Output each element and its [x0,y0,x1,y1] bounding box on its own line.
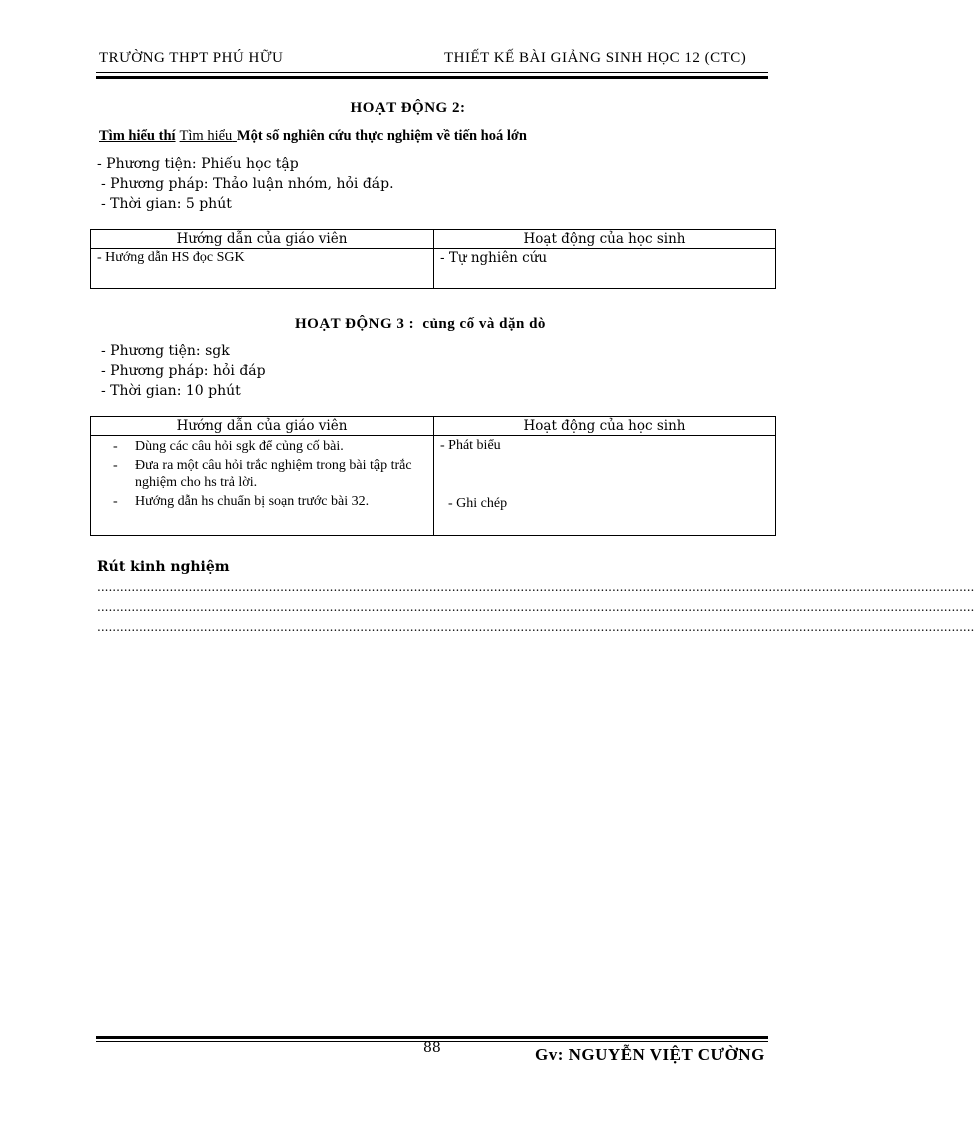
student-note: - Ghi chép [448,496,508,511]
header-course: THIẾT KẾ BÀI GIẢNG SINH HỌC 12 (CTC) [444,50,747,66]
subtitle-prefix: Tìm hiểu thí [99,128,176,144]
footer-author: Gv: NGUYỄN VIỆT CƯỜNG [535,1045,765,1064]
footer-rule-thick [96,1036,768,1039]
activity3-title-main: HOẠT ĐỘNG 3 : [295,316,415,332]
list-item: - Hướng dẫn hs chuẩn bị soạn trước bài 32. [91,493,427,510]
subtitle-mid: Tìm hiểu [179,128,233,144]
activity2-time: - Thời gian: 5 phút [101,196,232,212]
header-school: TRƯỜNG THPT PHÚ HỮU [99,50,284,66]
list-item: - Dùng các câu hỏi sgk để củng cố bài. [91,438,427,455]
activity3-method: - Phương pháp: hỏi đáp [101,363,266,379]
page-number: 88 [423,1040,441,1056]
activity3-means: - Phương tiện: sgk [101,343,230,359]
list-item: - Đưa ra một câu hỏi trắc nghiệm trong bài tập trắc nghiệm cho hs trả lời. [91,457,427,491]
activity3-title [295,316,546,333]
activity3-table [90,416,776,536]
student-speak: - Phát biểu [440,438,501,453]
table-header-teacher: Hướng dẫn của giáo viên [91,230,434,249]
activity2-table [90,229,776,289]
activity2-subtitle [99,128,527,145]
table-header-teacher: Hướng dẫn của giáo viên [91,417,434,436]
teacher-list [91,438,427,510]
header-rule-thin [96,72,768,73]
activity2-means: - Phương tiện: Phiếu học tập [97,156,299,172]
activity3-student-cell [434,436,776,536]
review-dots-line: ...................................................................................................................................................................................................................................... [97,580,974,594]
table-header-student: Hoạt động của học sinh [434,230,776,249]
review-label: Rút kinh nghiệm [97,559,230,575]
activity3-time: - Thời gian: 10 phút [101,383,241,399]
header-rule-thick [96,76,768,79]
activity3-teacher-cell [91,436,434,536]
activity2-method: - Phương pháp: Thảo luận nhóm, hỏi đáp. [101,176,394,192]
activity2-title: HOẠT ĐỘNG 2: [350,100,466,116]
activity2-student-cell: - Tự nghiên cứu [434,249,776,289]
review-dots-line: ...................................................................................................................................................................................................................................... [97,620,974,634]
table-header-student: Hoạt động của học sinh [434,417,776,436]
activity2-teacher-cell: - Hướng dẫn HS đọc SGK [91,249,434,289]
subtitle-main: Một số nghiên cứu thực nghiệm về tiến hoá lớn [236,128,527,144]
review-dots-line: ...................................................................................................................................................................................................................................... [97,600,974,614]
activity3-title-rest: củng cố và dặn dò [422,316,546,332]
